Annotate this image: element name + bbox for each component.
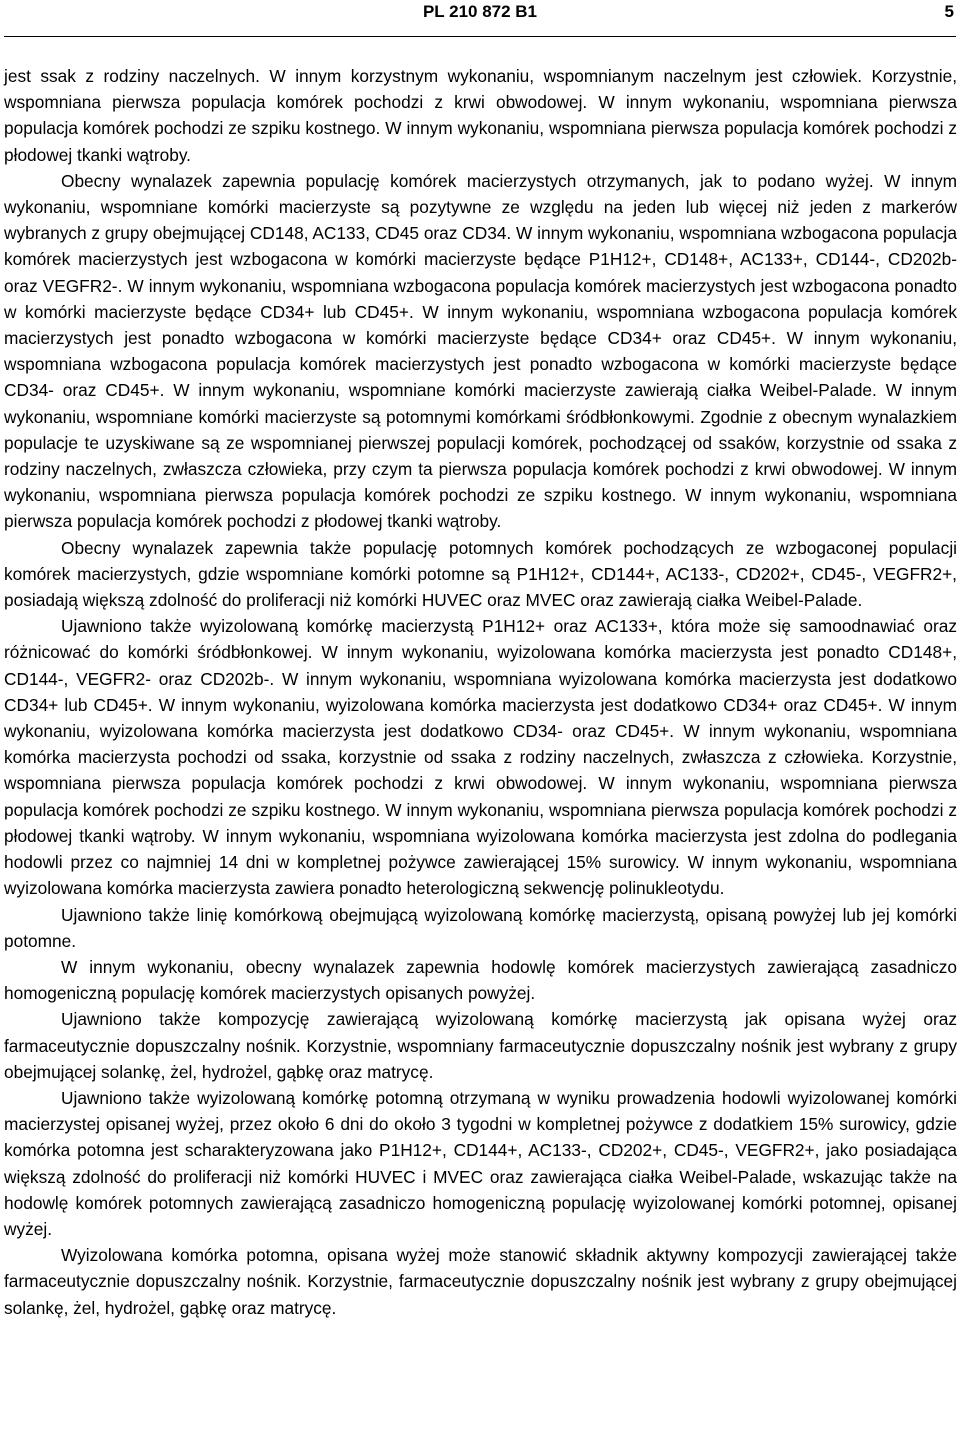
paragraph-4: Ujawniono także wyizolowaną komórkę macierzystą P1H12+ oraz AC133+, która może się samoodnawiać oraz różnicować do komórki śródbłonkowej. W innym wykonaniu, wyizolowana komórka macierzysta jest ponadto CD148+, CD144-, VEGFR2- oraz CD202b-. W innym wykonaniu, wspomniana wyizolowana komórka macierzysta jest dodatkowo CD34+ lub CD45+. W innym wykonaniu, wyizolowana komórka macierzysta jest dodatkowo CD34+ oraz CD45+. W innym wykonaniu, wyizolowana komórka macierzysta jest dodatkowo CD34- oraz CD45+. W innym wykonaniu, wspomniana komórka macierzysta pochodzi od ssaka, korzystnie od ssaka z rodziny naczelnych, zwłaszcza z człowieka. Korzystnie, wspomniana pierwsza populacja komórek pochodzi z krwi obwodowej. W innym wykonaniu, wspomniana pierwsza populacja komórek pochodzi ze szpiku kostnego. W innym wykonaniu, wspomniana pierwsza populacja komórek pochodzi z płodowej tkanki wątroby. W innym wykonaniu, wspomniana wyizolowana komórka macierzysta jest zdolna do podlegania hodowli przez co najmniej 14 dni w kompletnej pożywce zawierającej 15% surowicy. W innym wykonaniu, wspomniana wyizolowana komórka macierzysta zawiera ponadto heterologiczną sekwencję polinukleotydu.: [4, 616, 957, 899]
paragraph-6: W innym wykonaniu, obecny wynalazek zapewnia hodowlę komórek macierzystych zawierającą zasadniczo homogeniczną populację komórek macierzystych opisanych powyżej.: [4, 956, 957, 1004]
paragraph-9: Wyizolowana komórka potomna, opisana wyżej może stanowić składnik aktywny kompozycji zawierającej także farmaceutycznie dopuszczalny nośnik. Korzystnie, farmaceutycznie dopuszczalny nośnik jest wybrany z grupy obejmującej solankę, żel, hydrożel, gąbkę oraz matrycę.: [4, 1245, 957, 1318]
page-header: [4, 0, 956, 37]
paragraph-1: jest ssak z rodziny naczelnych. W innym korzystnym wykonaniu, wspomnianym naczelnym jest człowiek. Korzystnie, wspomniana pierwsza populacja komórek pochodzi z krwi obwodowej. W innym wykonaniu, wspomniana pierwsza populacja komórek pochodzi ze szpiku kostnego. W innym wykonaniu, wspomniana pierwsza populacja komórek pochodzi z płodowej tkanki wątroby.: [4, 66, 957, 165]
paragraph-5: Ujawniono także linię komórkową obejmującą wyizolowaną komórkę macierzystą, opisaną powyżej lub jej komórki potomne.: [4, 904, 957, 951]
page-number: 5: [944, 2, 954, 21]
paragraph-8: Ujawniono także wyizolowaną komórkę potomną otrzymaną w wyniku prowadzenia hodowli wyizolowanej komórki macierzystej opisanej wyżej, przez około 6 dni do około 3 tygodni w kompletnej pożywce z dodatkiem 15% surowicy, gdzie komórka potomna jest scharakteryzowana jako P1H12+, CD144+, AC133-, CD202+, CD45-, VEGFR2+, jako posiadająca większą zdolność do proliferacji niż komórki HUVEC i MVEC oraz zawierająca ciałka Weibel-Palade, wskazując także na hodowlę komórek potomnych zawierającą zasadniczo homogeniczną populację wyizolowanej komórki potomnej, opisanej wyżej.: [4, 1087, 957, 1239]
paragraph-3: Obecny wynalazek zapewnia także populację potomnych komórek pochodzących ze wzbogaconej populacji komórek macierzystych, gdzie wspomniane komórki potomne są P1H12+, CD144+, AC133-, CD202+, CD45-, VEGFR2+, posiadają większą zdolność do proliferacji niż komórki HUVEC oraz MVEC oraz zawierają ciałka Weibel-Palade.: [4, 537, 957, 611]
paragraph-7: Ujawniono także kompozycję zawierającą wyizolowaną komórkę macierzystą jak opisana wyżej oraz farmaceutycznie dopuszczalny nośnik. Korzystnie, wspomniany farmaceutycznie dopuszczalny nośnik jest wybrany z grupy obejmującej solankę, żel, hydrożel, gąbkę oraz matrycę.: [4, 1009, 957, 1082]
document-id: PL 210 872 B1: [422, 2, 538, 21]
paragraph-2: Obecny wynalazek zapewnia populację komórek macierzystych otrzymanych, jak to podano wyżej. W innym wykonaniu, wspomniane komórki macierzyste są pozytywne ze względu na jeden lub więcej niż jeden z markerów wybranych z grupy obejmującej CD148, AC133, CD45 oraz CD34. W innym wykonaniu, wspomniana wzbogacona populacja komórek macierzystych jest wzbogacona w komórki macierzyste będące P1H12+, CD148+, AC133+, CD144-, CD202b- oraz VEGFR2-. W innym wykonaniu, wspomniana wzbogacona populacja komórek macierzystych jest wzbogacona ponadto w komórki macierzyste będące CD34+ lub CD45+. W innym wykonaniu, wspomniana wzbogacona populacja komórek macierzystych jest ponadto wzbogacona w komórki macierzyste będące CD34+ oraz CD45+. W innym wykonaniu, wspomniana wzbogacona populacja komórek macierzystych jest ponadto wzbogacona w komórki macierzyste będące CD34- oraz CD45+. W innym wykonaniu, wspomniane komórki macierzyste zawierają ciałka Weibel-Palade. W innym wykonaniu, wspomniane komórki macierzyste są potomnymi komórkami śródbłonkowymi. Zgodnie z obecnym wynalazkiem populacje te uzyskiwane są ze wspomnianej pierwszej populacji komórek, pochodzącej od ssaków, korzystnie od ssaka z rodziny naczelnych, zwłaszcza człowieka, przy czym ta pierwsza populacja komórek pochodzi z krwi obwodowej. W innym wykonaniu, wspomniana pierwsza populacja komórek pochodzi ze szpiku kostnego. W innym wykonaniu, wspomniana pierwsza populacja komórek pochodzi z płodowej tkanki wątroby.: [4, 170, 957, 532]
body-text: [4, 63, 957, 1321]
